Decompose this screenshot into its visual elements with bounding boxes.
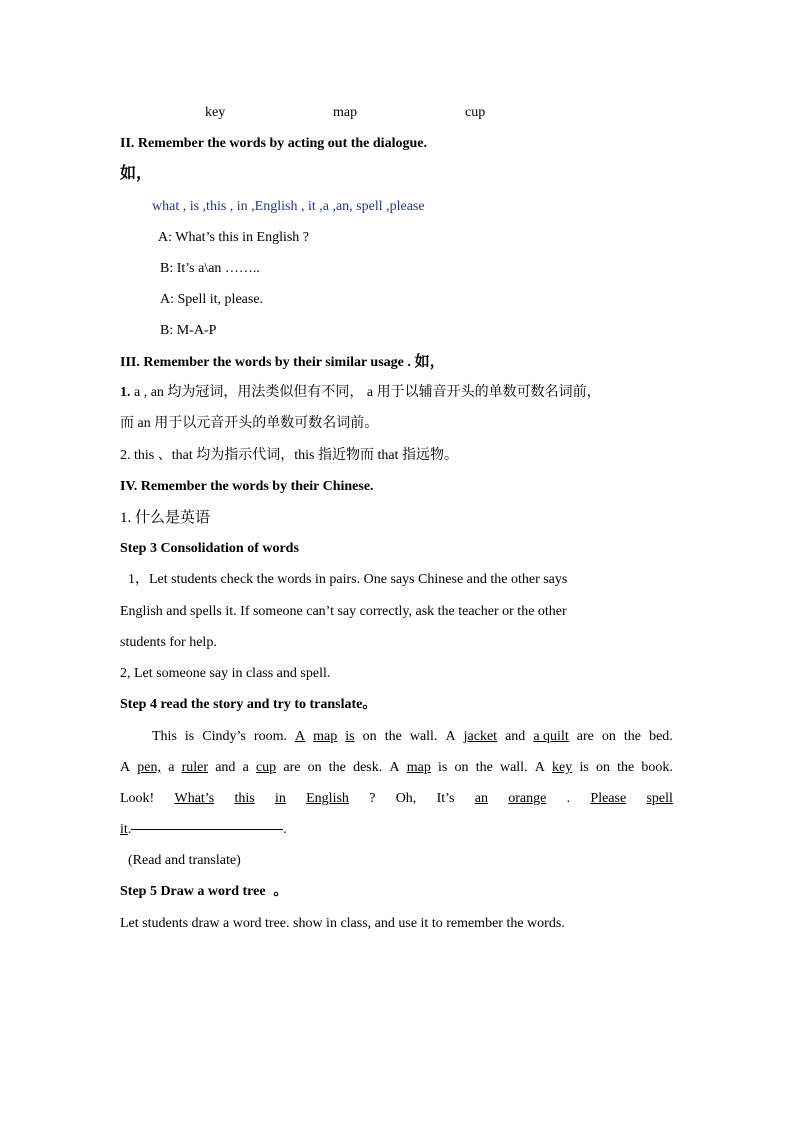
story-word: the — [328, 760, 346, 775]
story-word-it: it — [120, 822, 128, 837]
section3-item2: 2. this 、that 均为指示代词，this 指近物而 that 指远物。 — [120, 448, 458, 463]
story-word: is — [345, 729, 355, 744]
story-word: desk. — [353, 760, 383, 775]
story-word: a — [242, 760, 249, 775]
story-word: this — [234, 791, 255, 806]
section3-heading: III. Remember the words by their similar usage . — [120, 355, 411, 370]
step3-heading: Step 3 Consolidation of words — [120, 541, 299, 556]
dialogue-line-4: B: M-A-P — [160, 323, 217, 338]
story-word: on — [454, 760, 469, 775]
story-word: Cindy’s — [202, 729, 246, 744]
story-word: on — [601, 729, 616, 744]
step3-line-1: 1，Let students check the words in pairs. One says Chinese and the other says — [128, 572, 568, 587]
story-word: are — [283, 760, 301, 775]
story-word: a quilt — [533, 729, 569, 744]
story-word: is — [184, 729, 195, 744]
step4-heading-line — [120, 696, 376, 714]
story-word: map — [406, 760, 431, 775]
story-word: and — [215, 760, 236, 775]
dialogue-line-3: A: Spell it, please. — [160, 292, 264, 307]
story-word: What’s — [174, 791, 215, 806]
dialogue-line-1: A: What’s this in English ? — [158, 230, 310, 245]
section2-heading: II. Remember the words by acting out the dialogue. — [120, 136, 427, 151]
story-word: the — [384, 729, 402, 744]
section2-word-list: what , is ,this , in ,English , it ,a ,an, spell ,please — [152, 199, 425, 214]
story-word: book. — [641, 760, 673, 775]
story-word: A — [445, 729, 456, 744]
story-word: cup — [255, 760, 277, 775]
story-word: jacket — [463, 729, 498, 744]
story-word: map — [313, 729, 338, 744]
story-word: the — [475, 760, 493, 775]
word-cup: cup — [465, 105, 486, 120]
story-word: a — [168, 760, 175, 775]
word-map: map — [333, 105, 358, 120]
story-word: in — [274, 791, 286, 806]
story-word: It’s — [436, 791, 455, 806]
story-word: Look! — [120, 791, 155, 806]
section3-ru: 如， — [410, 354, 445, 370]
story-word: are — [576, 729, 594, 744]
section3-item1-num: 1. — [120, 385, 131, 400]
story-word: A — [295, 729, 306, 744]
step3-line-3: students for help. — [120, 635, 217, 650]
story-word: orange — [508, 791, 547, 806]
story-word: . — [566, 791, 571, 806]
story-word: Please — [590, 791, 627, 806]
story-dot: . — [127, 822, 132, 837]
story-word: wall. — [499, 760, 528, 775]
step5-line: Let students draw a word tree. show in class, and use it to remember the words. — [120, 916, 565, 931]
story-word: Oh, — [395, 791, 417, 806]
translation-blank[interactable] — [131, 814, 283, 830]
story-row-2 — [120, 752, 673, 783]
story-word: and — [505, 729, 526, 744]
story-word: A — [389, 760, 400, 775]
story-word: an — [474, 791, 488, 806]
step4-heading-punct: 。 — [362, 697, 377, 712]
section3-item1-line2: 而 an 用于以元音开头的单数可数名词前。 — [120, 416, 379, 431]
story-word: on — [307, 760, 322, 775]
section4-item1: 1. 什么是英语 — [120, 510, 211, 526]
step5-heading-line — [120, 883, 288, 901]
story-word: room. — [253, 729, 287, 744]
story-word: A — [534, 760, 545, 775]
story-paragraph — [120, 721, 673, 845]
section4-heading: IV. Remember the words by their Chinese. — [120, 479, 374, 494]
story-word: ? — [369, 791, 376, 806]
dialogue-line-2: B: It’s a\an …….. — [160, 261, 260, 276]
section3-item1-text: a , an 均为冠词，用法类似但有不同， a 用于以辅音开头的单数可数名词前， — [130, 385, 601, 400]
story-word: on — [595, 760, 610, 775]
story-word: This — [152, 729, 177, 744]
story-word: pen, — [137, 760, 162, 775]
story-word: is — [579, 760, 589, 775]
step5-heading-punct: 。 — [273, 884, 288, 899]
step3-line-4: 2, Let someone say in class and spell. — [120, 666, 331, 681]
section3-heading-line — [120, 353, 445, 372]
story-end-dot: . — [283, 822, 287, 837]
story-word: the — [623, 729, 642, 744]
story-word: wall. — [409, 729, 438, 744]
story-word: English — [306, 791, 349, 806]
story-word: ruler — [181, 760, 209, 775]
story-word: A — [120, 760, 131, 775]
step4-heading: Step 4 read the story and try to translate — [120, 697, 363, 712]
story-word: is — [438, 760, 448, 775]
story-row-4 — [120, 814, 673, 845]
word-key: key — [205, 105, 226, 120]
step5-heading: Step 5 Draw a word tree — [120, 884, 266, 899]
story-row-3 — [120, 783, 673, 814]
section3-item1-line1 — [120, 384, 601, 402]
story-word: bed. — [649, 729, 673, 744]
step3-line-2: English and spells it. If someone can’t say correctly, ask the teacher or the other — [120, 604, 567, 619]
step4-note: (Read and translate) — [128, 853, 241, 868]
story-word: spell — [646, 791, 673, 806]
story-word: key — [552, 760, 573, 775]
section2-ru: 如， — [120, 165, 153, 182]
story-word: on — [362, 729, 377, 744]
story-row-1 — [120, 721, 673, 752]
story-word: the — [617, 760, 635, 775]
